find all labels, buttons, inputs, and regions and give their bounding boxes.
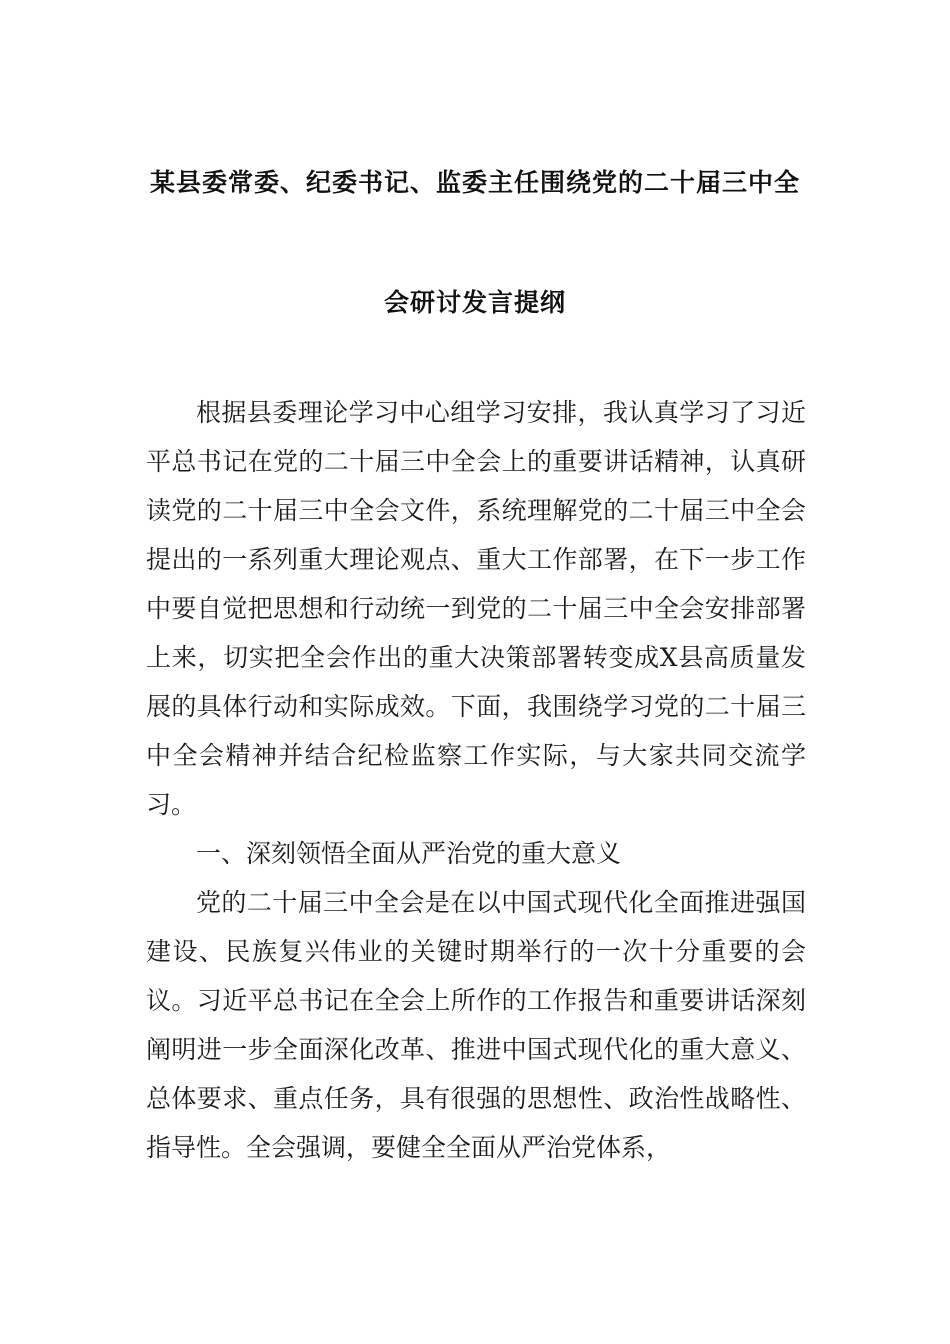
paragraph-section-1: 党的二十届三中全会是在以中国式现代化全面推进强国建设、民族复兴伟业的关键时期举行的一次十分重要的会议。习近平总书记在全会上所作的工作报告和重要讲话深刻阐明进一步全面深化改革、推进中国式现代化的重大意义、总体要求、重点任务，具有很强的思想性、政治性战略性、指导性。全会强调，要健全全面从严治党体系， xyxy=(146,888,806,1162)
paragraph-intro: 根据县委理论学习中心组学习安排，我认真学习了习近平总书记在党的二十届三中全会上的重要讲话精神，认真研读党的二十届三中全会文件，系统理解党的二十届三中全会提出的一系列重大理论观点、重大工作部署，在下一步工作中要自觉把思想和行动统一到党的二十届三中全会安排部署上来，切实把全会作出的重大决策部署转变成X县高质量发展的具体行动和实际成效。下面，我围绕学习党的二十届三中全会精神并结合纪检监察工作实际，与大家共同交流学习。 xyxy=(146,398,806,819)
document-body xyxy=(146,388,806,1172)
document-title-line-2: 会研讨发言提纲 xyxy=(383,288,566,317)
document-title-line-1: 某县委常委、纪委书记、监委主任围绕党的二十届三中全 xyxy=(149,168,800,197)
section-heading-1: 一、深刻领悟全面从严治党的重大意义 xyxy=(196,839,622,868)
